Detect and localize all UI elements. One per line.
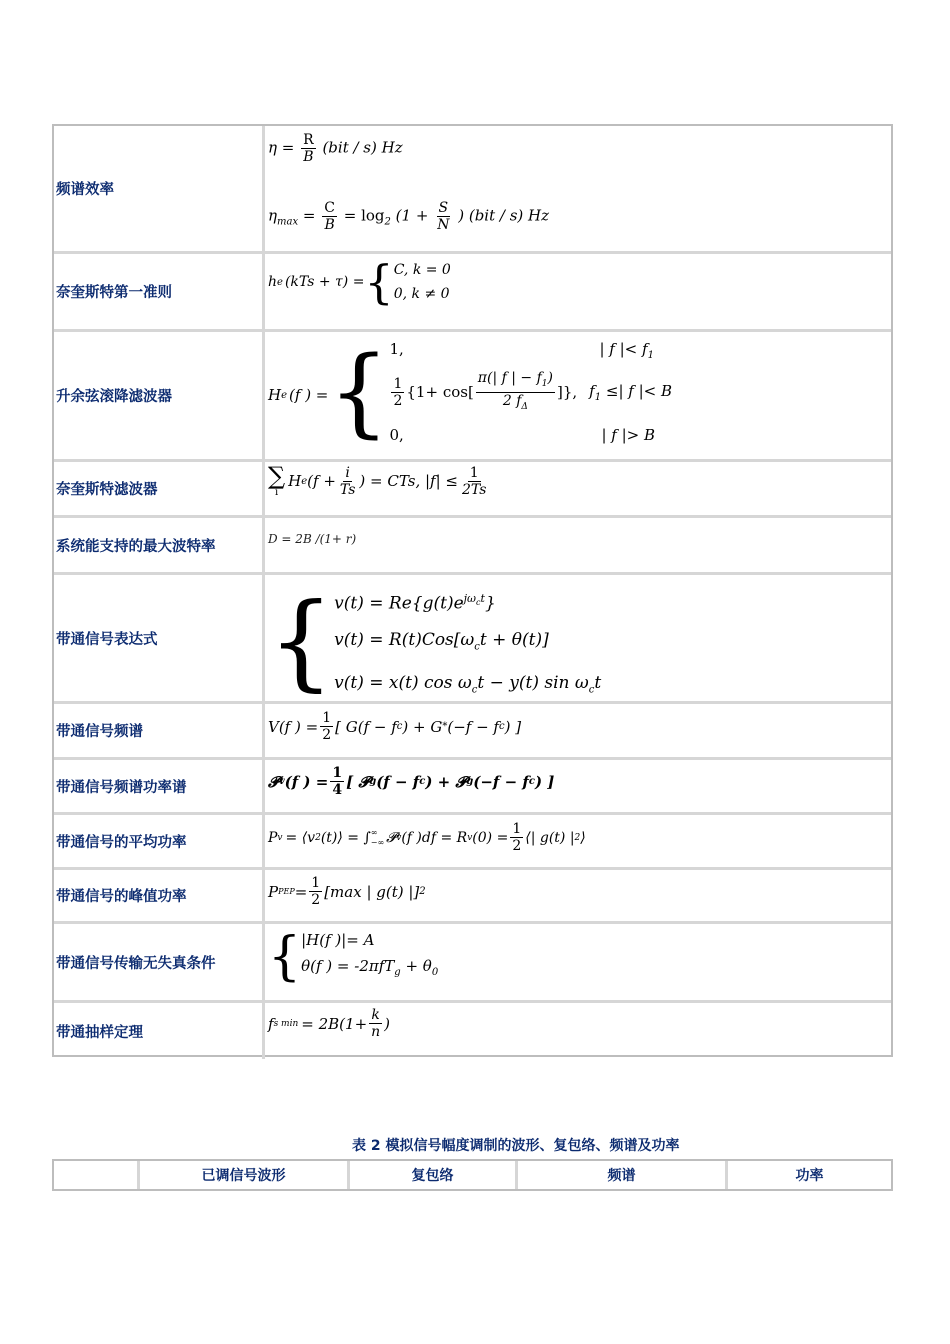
table-row: [54, 462, 891, 518]
table-row: [54, 815, 891, 870]
row-label: 奈奎斯特滤波器: [54, 462, 265, 515]
table-row: [54, 870, 891, 924]
table-row: [54, 575, 891, 704]
formula-cell: [265, 518, 891, 572]
table-row: [54, 760, 891, 815]
table-header-cell: [54, 1161, 140, 1189]
table-row: [54, 924, 891, 1003]
spectral-efficiency-formula: η = $\frac{R}{B}$ (bit / s) Hz: [268, 132, 403, 165]
formula-cell: [265, 254, 891, 329]
table2-caption: 表 2 模拟信号幅度调制的波形、复包络、频谱及功率: [352, 1138, 680, 1154]
bandpass-expression-formula: { $v(t) = Re\{g(t)e^{j\omega_ct}\}$ $v(t) = R(t)Cos[\omega_ct + \theta(t)]$ v(t) = x(t) $\cos \omega_ct - y(t)$ $\sin \omega_ct$: [268, 579, 602, 702]
max-baud-formula: D = 2B /(1+ r): [268, 532, 357, 546]
power-spectrum-formula: 𝓟 v (f ) = $\frac{1}{4}$ [ 𝓟 g (f − f c ) + 𝓟 g (−f − f c ) ]: [268, 765, 555, 798]
formula-cell: [265, 332, 891, 459]
table-header-cell: 已调信号波形: [140, 1161, 350, 1189]
row-label: 带通信号的平均功率: [54, 815, 265, 867]
bandpass-spectrum-formula: V(f ) = $\frac{1}{2}$ [ G(f − f c ) + G * (−f − f c ) ]: [268, 710, 522, 743]
row-label: 带通信号频谱: [54, 704, 265, 757]
row-label: 带通抽样定理: [54, 1003, 265, 1059]
peak-power-formula: P PEP = $\frac{1}{2}$ [max | g(t) |] 2: [268, 875, 426, 908]
row-label: 频谱效率: [54, 126, 265, 251]
row-label: 系统能支持的最大波特率: [54, 518, 265, 572]
nyquist-filter-formula: ∑ i H e (f + $\frac{i}{Ts}$ ) = CTs, |f| ≤ $\frac{1}{2Ts}$: [268, 462, 487, 498]
table-row: [54, 518, 891, 575]
bandpass-sampling-formula: f s min = 2B(1+ $\frac{k}{n}$ ): [268, 1007, 391, 1040]
table-row: [54, 126, 891, 254]
formula-cell: [265, 1003, 891, 1059]
table-header-cell: 复包络: [350, 1161, 518, 1189]
formula-cell: [265, 462, 891, 515]
row-label: 带通信号表达式: [54, 575, 265, 701]
modulation-table: [52, 1159, 893, 1191]
table-row: [54, 1003, 891, 1059]
formula-cell: [265, 575, 891, 701]
formula-table: [52, 124, 893, 1057]
average-power-formula: P v = ⟨v 2 (t)⟩ = ∫ ∞ −∞ 𝓟 v (f )df = R v (0) = $\frac{1}{2}$ ⟨| g(t) | 2 ⟩: [268, 821, 586, 854]
distortionless-condition-formula: { |H(f )|= A θ(f ) = $-2\pi fT_g + \theta_0$: [268, 926, 439, 987]
max-spectral-efficiency-formula: $\eta_{max}$ = $\frac{C}{B}$ = $\log_2 (1$ + $\frac{S}{N}$ ) (bit / s) Hz: [268, 200, 550, 233]
row-label: 奈奎斯特第一准则: [54, 254, 265, 329]
table-row: [54, 254, 891, 332]
row-label: 升余弦滚降滤波器: [54, 332, 265, 459]
formula-cell: [265, 704, 891, 757]
formula-cell: [265, 760, 891, 812]
nyquist-criterion-formula: h e (kTs + τ) = { C, k = 0 0, k ≠ 0: [268, 255, 451, 309]
formula-cell: [265, 924, 891, 1000]
raised-cosine-formula: H e (f ) = { 1, | f |< $f_1$ $\frac{1}{2}$ {1+ cos[ $\frac{\pi(| f | - f_1)}{2 f_\Delta}$ ]}, $f_1$ ≤| f |< B 0, | f |> B: [268, 336, 673, 448]
row-label: 带通信号频谱功率谱: [54, 760, 265, 812]
formula-cell: [265, 815, 891, 867]
table-row: [54, 704, 891, 760]
formula-cell: [265, 126, 891, 251]
row-label: 带通信号传输无失真条件: [54, 924, 265, 1000]
formula-cell: [265, 870, 891, 921]
row-label: 带通信号的峰值功率: [54, 870, 265, 921]
table-header-cell: 频谱: [518, 1161, 728, 1189]
table-row: [54, 332, 891, 462]
table-header-cell: 功率: [795, 1168, 824, 1184]
